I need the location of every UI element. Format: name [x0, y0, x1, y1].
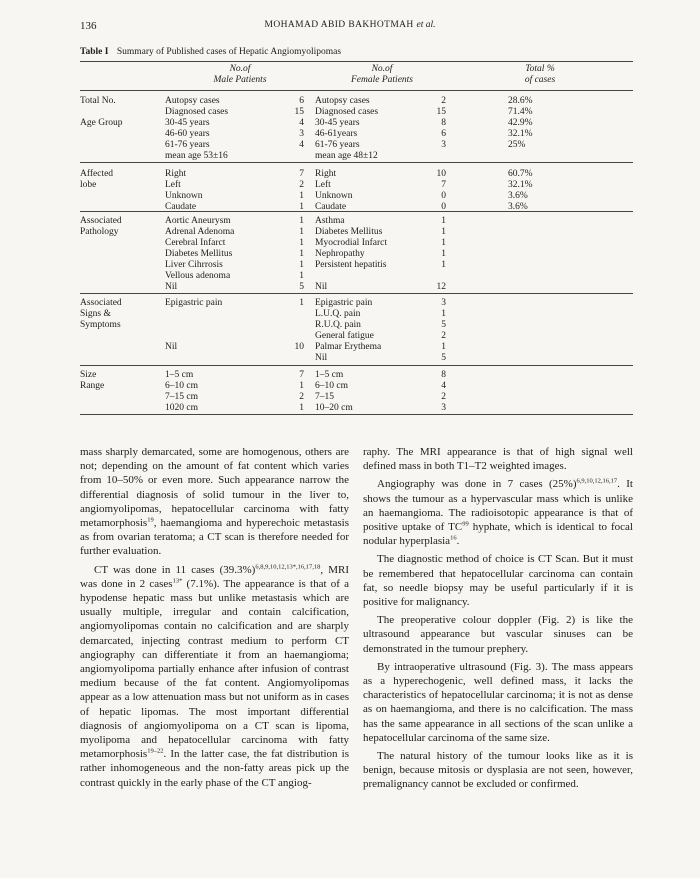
- male-category: 30-45 years: [165, 118, 210, 128]
- left-paragraph-2: [80, 563, 349, 790]
- female-count: 7: [441, 180, 446, 190]
- male-count: 3: [299, 129, 304, 139]
- table-section-rule: [80, 365, 633, 366]
- table-section-rule: [80, 211, 633, 212]
- male-category: Liver Cihrrosis: [165, 260, 223, 270]
- row-group-label: Total No.: [80, 96, 116, 106]
- total-percent: 3.6%: [508, 202, 528, 212]
- row-group-label: Affected: [80, 169, 114, 179]
- female-count: 1: [441, 227, 446, 237]
- female-category: Diabetes Mellitus: [315, 227, 383, 237]
- male-category: Aortic Aneurysm: [165, 216, 231, 226]
- column-header-total: Total % of cases: [524, 64, 556, 85]
- male-category: Right: [165, 169, 187, 179]
- female-category: mean age 48±12: [315, 151, 378, 161]
- row-group-label: Symptoms: [80, 320, 121, 330]
- table-section-rule: [80, 293, 633, 294]
- female-count: 3: [441, 140, 446, 150]
- male-category: 1–5 cm: [165, 370, 194, 380]
- female-category: 46-61years: [315, 129, 358, 139]
- running-head-et-al: et al.: [416, 20, 436, 30]
- right-paragraph-5: By intraoperative ultrasound (Fig. 3). The mass appears as a hyperechogenic, well defined mass, it lacks the characteristics of hepatocellular carcinoma; it is not as dense as on haemangioma, and there is no calcification. The mass has the same appearance in all sections of the scan unlike a hepatocellular carcinoma of the same size.: [363, 660, 633, 744]
- male-category: Autopsy cases: [165, 96, 220, 106]
- male-count: 7: [299, 370, 304, 380]
- female-category: Autopsy cases: [315, 96, 370, 106]
- male-count: 10: [294, 342, 304, 352]
- page-number: 136: [80, 20, 97, 32]
- table-label: Table I: [80, 47, 109, 57]
- male-count: 5: [299, 282, 304, 292]
- female-count: 1: [441, 260, 446, 270]
- male-category: Adrenal Adenoma: [165, 227, 235, 237]
- female-category: Asthma: [315, 216, 345, 226]
- male-count: 2: [299, 180, 304, 190]
- male-count: 1: [299, 249, 304, 259]
- male-count: 1: [299, 216, 304, 226]
- table-header-rule: [80, 90, 633, 91]
- female-count: 1: [441, 216, 446, 226]
- running-head-authors: MOHAMAD ABID BAKHOTMAH: [264, 20, 414, 30]
- female-category: Left: [315, 180, 331, 190]
- female-category: Nephropathy: [315, 249, 365, 259]
- male-category: Diabetes Mellitus: [165, 249, 233, 259]
- right-column: [363, 445, 633, 792]
- female-category: 6–10 cm: [315, 381, 348, 391]
- table-section-rule: [80, 162, 633, 163]
- female-count: 1: [441, 249, 446, 259]
- male-count: 1: [299, 298, 304, 308]
- row-group-label: Signs &: [80, 309, 111, 319]
- female-count: 6: [441, 129, 446, 139]
- female-count: 3: [441, 403, 446, 413]
- female-category: R.U.Q. pain: [315, 320, 361, 330]
- left-p2-text-a: CT was done in 11 cases (39.3%): [94, 563, 256, 576]
- citation: 99: [462, 520, 469, 528]
- row-group-label: Associated: [80, 298, 122, 308]
- male-category: Unknown: [165, 191, 203, 201]
- female-count: 1: [441, 238, 446, 248]
- female-category: 30-45 years: [315, 118, 360, 128]
- female-category: Epigastric pain: [315, 298, 373, 308]
- female-category: Caudate: [315, 202, 347, 212]
- female-category: Nil: [315, 353, 328, 363]
- left-p2-text-b: , MRI was done in 2 cases: [80, 563, 350, 590]
- citation: 6,8,9,10,12,13*,16,17,18: [255, 562, 321, 570]
- male-count: 4: [299, 140, 304, 150]
- male-count: 1: [299, 227, 304, 237]
- female-category: Right: [315, 169, 337, 179]
- female-count: 5: [441, 353, 446, 363]
- female-category: Diagnosed cases: [315, 107, 379, 117]
- row-group-label: Associated: [80, 216, 122, 226]
- male-category: Epigastric pain: [165, 298, 223, 308]
- female-category: 1–5 cm: [315, 370, 344, 380]
- male-count: 2: [299, 392, 304, 402]
- row-group-label: lobe: [80, 180, 97, 190]
- female-category: 10–20 cm: [315, 403, 353, 413]
- citation: 16: [450, 534, 457, 542]
- male-category: 6–10 cm: [165, 381, 198, 391]
- right-p2-text-a: Angiography was done in 7 cases (25%): [377, 478, 577, 491]
- row-group-label: Range: [80, 381, 105, 391]
- row-group-label: Size: [80, 370, 97, 380]
- column-header-female: No.of Female Patients: [351, 64, 413, 85]
- female-category: 7–15: [315, 392, 334, 402]
- male-category: Cerebral Infarct: [165, 238, 226, 248]
- male-count: 1: [299, 260, 304, 270]
- female-category: Myocrodial Infarct: [315, 238, 388, 248]
- right-p2-text-c: hyphate, which is identical to focal nodular hyperplasia: [363, 521, 633, 548]
- citation: 19–22: [147, 747, 164, 755]
- left-p1-text: mass sharply demarcated, some are homogenous, others are not; depending on the amount of fat content which varies from 10–50% or even more. Such appearance narrow the differential diagnosis of solid tumour in the liver to, angiomyolipomas, hepatocellular carcinoma with fatty metamorphosis: [80, 446, 349, 530]
- male-count: 1: [299, 202, 304, 212]
- male-count: 7: [299, 169, 304, 179]
- female-category: Palmar Erythema: [315, 342, 382, 352]
- male-category: Nil: [165, 342, 178, 352]
- female-count: 8: [441, 370, 446, 380]
- right-p2-text-b: . It shows the tumour as a hypervascular mass which is unlike an haemangioma. The radioisotopic appearance is that of positive uptake of TC: [363, 478, 633, 534]
- right-paragraph-2: [363, 477, 633, 548]
- total-percent: 60.7%: [508, 169, 533, 179]
- column-header-male: No.of Male Patients: [213, 64, 267, 85]
- male-category: Vellous adenoma: [165, 271, 231, 281]
- right-p2-text-d: .: [456, 535, 460, 548]
- male-count: 6: [299, 96, 304, 106]
- female-count: 15: [436, 107, 446, 117]
- male-count: 1: [299, 381, 304, 391]
- total-percent: 28.6%: [508, 96, 533, 106]
- citation: 6,9,10,12,16,17: [576, 477, 618, 485]
- male-category: Caudate: [165, 202, 197, 212]
- left-p2-text-c: (7.1%). The appearance is that of a hypodense hepatic mass but unlike metastasis which are usually multiple, irregular and contain calcification, angiomyolipomas contain no calcification and are sharply demarcated, injecting contrast medium to perform CT angiography can differentiate it from an haemangioma; angiomyolipoma partially enhance after infusion of contrast medium because of the fat content. Angiomyolipomas appear as a low attenuation mass but not uniform as in cases of hepatic lipomas. The most important differential diagnosis of angiomyolipoma on a CT scan is lipoma, myolipoma and hepatocellular carcinoma with fatty metamorphosis: [80, 577, 349, 761]
- male-category: Diagnosed cases: [165, 107, 229, 117]
- female-count: 2: [441, 96, 446, 106]
- male-count: 15: [294, 107, 304, 117]
- female-count: 2: [441, 392, 446, 402]
- total-percent: 3.6%: [508, 191, 528, 201]
- female-count: 2: [441, 331, 446, 341]
- female-count: 10: [436, 169, 446, 179]
- total-percent: 25%: [508, 140, 526, 150]
- male-category: Left: [165, 180, 181, 190]
- male-count: 1: [299, 191, 304, 201]
- female-count: 0: [441, 191, 446, 201]
- female-count: 1: [441, 342, 446, 352]
- male-category: 7–15 cm: [165, 392, 198, 402]
- total-percent: 42.9%: [508, 118, 533, 128]
- female-count: 4: [441, 381, 446, 391]
- left-column: [80, 445, 349, 790]
- female-category: Nil: [315, 282, 328, 292]
- left-paragraph-1: [80, 445, 349, 559]
- female-count: 0: [441, 202, 446, 212]
- left-p2-text-d: . In the latter case, the fat distribution is rather inhomogeneous and the non-fatty areas pick up the contrast quickly in the early phase of the CT angiog-: [80, 748, 349, 789]
- male-category: 61-76 years: [165, 140, 210, 150]
- male-category: 46-60 years: [165, 129, 210, 139]
- right-paragraph-1: raphy. The MRI appearance is that of high signal well defined mass in both T1–T2 weighted images.: [363, 446, 633, 473]
- female-category: L.U.Q. pain: [315, 309, 361, 319]
- female-count: 1: [441, 309, 446, 319]
- right-paragraph-6: The natural history of the tumour looks like as it is benign, because mitosis or dysplasia are not seen, however, premalignancy cannot be excluded or confirmed.: [363, 750, 633, 791]
- female-category: 61-76 years: [315, 140, 360, 150]
- table-caption: [80, 47, 341, 57]
- male-category: Nil: [165, 282, 178, 292]
- male-count: 1: [299, 403, 304, 413]
- citation: 19: [147, 516, 154, 524]
- table-top-rule: [80, 61, 633, 62]
- male-count: 4: [299, 118, 304, 128]
- right-paragraph-3: The diagnostic method of choice is CT Scan. But it must be remembered that hepatocellular carcinoma can contain fat, so needle biopsy may be useful particularly if it is positive for malignancy.: [363, 553, 633, 609]
- right-paragraph-4: The preoperative colour doppler (Fig. 2) is like the ultrasound appearance but vascular sinuses can be demonstrated in the tumour prephery.: [363, 614, 633, 655]
- left-p1-text-b: , haemangioma and hyperechoic metastasis as from ovarian teratoma; a CT scan is therefore needed for further evaluation.: [80, 517, 349, 558]
- female-category: Persistent hepatitis: [315, 260, 387, 270]
- row-group-label: Pathology: [80, 227, 119, 237]
- male-category: mean age 53±16: [165, 151, 228, 161]
- female-count: 8: [441, 118, 446, 128]
- female-category: General fatigue: [315, 331, 374, 341]
- row-group-label: Age Group: [80, 118, 123, 128]
- table-title: Summary of Published cases of Hepatic Angiomyolipomas: [116, 47, 342, 57]
- female-count: 3: [441, 298, 446, 308]
- male-count: 1: [299, 238, 304, 248]
- male-count: 1: [299, 271, 304, 281]
- total-percent: 32.1%: [508, 129, 533, 139]
- female-count: 5: [441, 320, 446, 330]
- running-head: [0, 20, 700, 30]
- citation: 13*: [172, 577, 183, 585]
- total-percent: 32.1%: [508, 180, 533, 190]
- total-percent: 71.4%: [508, 107, 533, 117]
- female-count: 12: [436, 282, 446, 292]
- table-bottom-rule: [80, 414, 633, 415]
- male-category: 1020 cm: [165, 403, 198, 413]
- female-category: Unknown: [315, 191, 353, 201]
